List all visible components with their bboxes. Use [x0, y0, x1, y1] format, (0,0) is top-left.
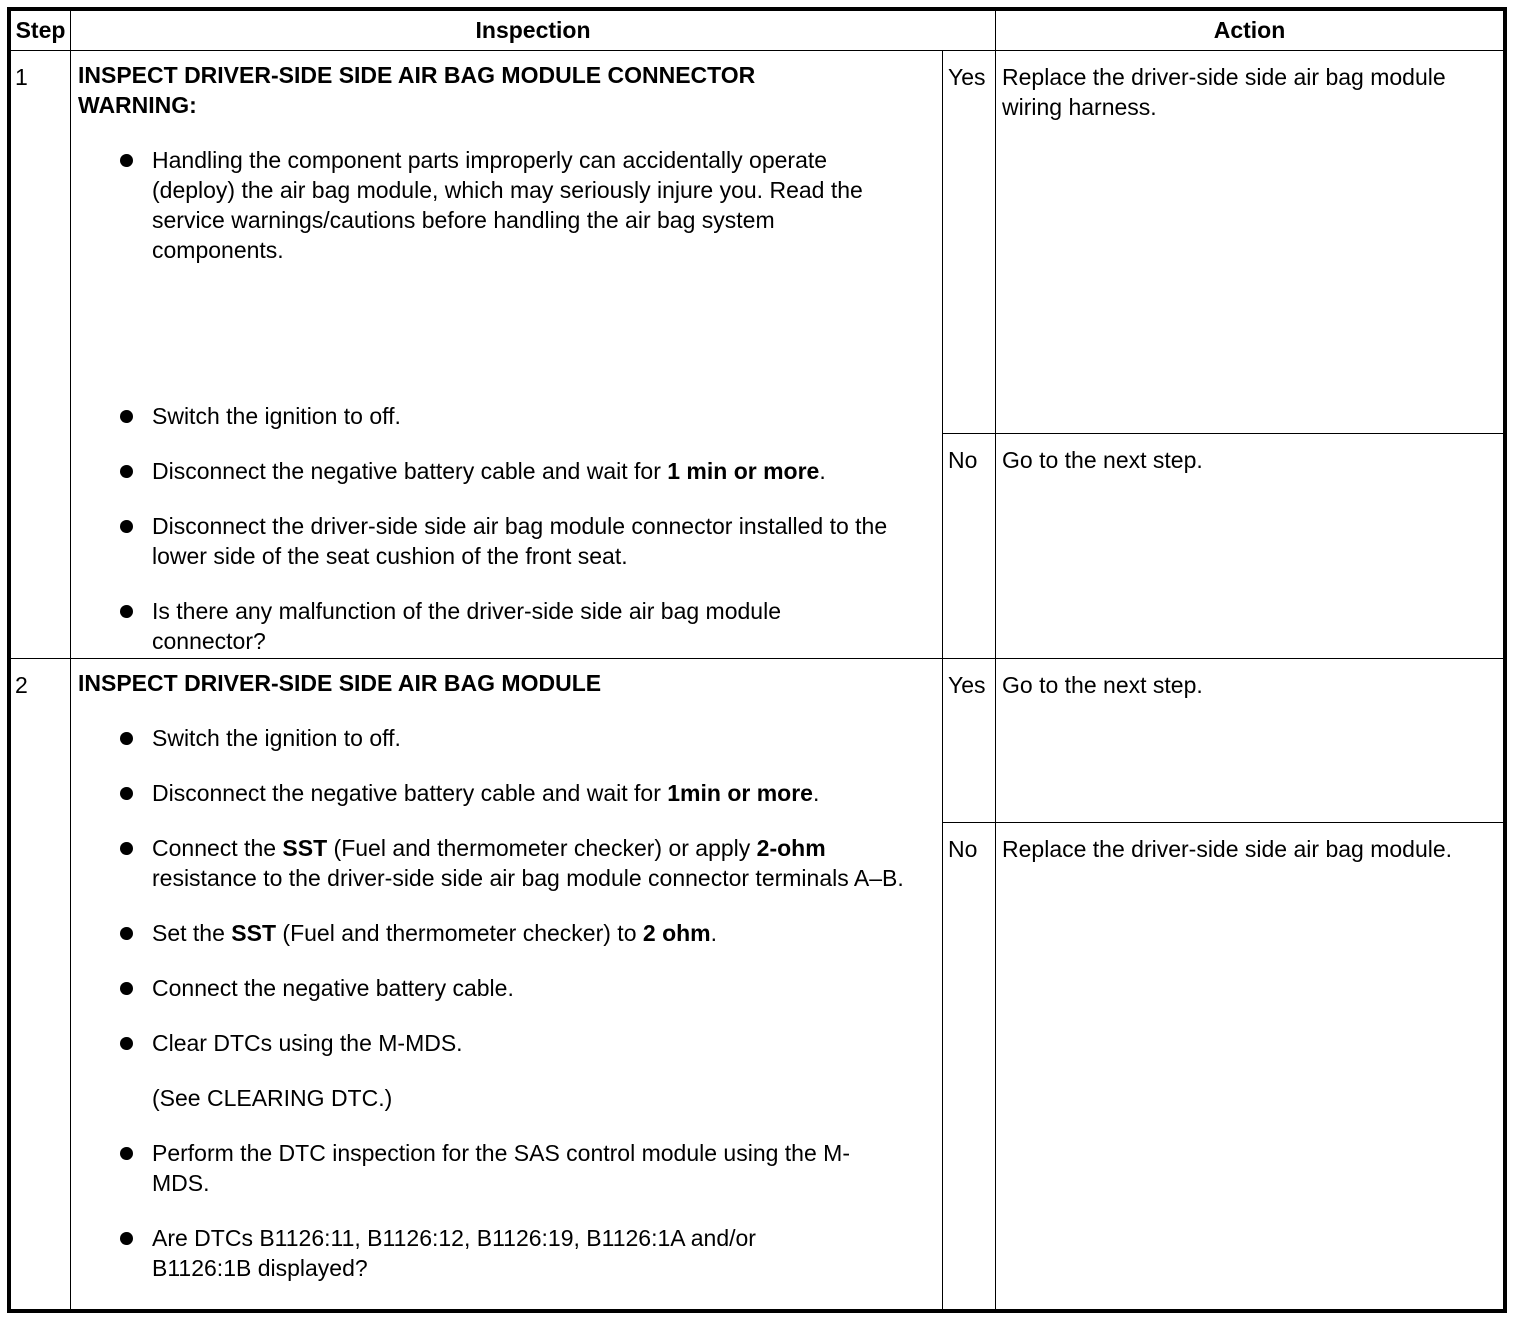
list-item: Are DTCs B1126:11, B1126:12, B1126:19, B1126:1A and/or B1126:1B displayed?	[78, 1223, 934, 1283]
list-item: Is there any malfunction of the driver-side side air bag module connector?	[78, 596, 934, 656]
yes-cell	[943, 51, 996, 434]
no-action-cell	[996, 823, 1504, 1310]
bullet-icon	[120, 1147, 133, 1160]
step-heading: INSPECT DRIVER-SIDE SIDE AIR BAG MODULE	[78, 670, 602, 696]
header-inspection: Inspection	[71, 11, 996, 51]
list-item: Disconnect the negative battery cable and wait for 1min or more.	[78, 778, 934, 808]
no-cell	[943, 434, 996, 659]
list-item: Connect the SST (Fuel and thermometer checker) or apply 2-ohm resistance to the driver-side side air bag module connector terminals A–B.	[78, 833, 934, 893]
warning-label: WARNING:	[78, 92, 197, 118]
list-item: Set the SST (Fuel and thermometer checker) to 2 ohm.	[78, 918, 934, 948]
list-item: Disconnect the driver-side side air bag module connector installed to the lower side of the seat cushion of the front seat.	[78, 511, 934, 571]
list-item: Disconnect the negative battery cable and wait for 1 min or more.	[78, 456, 934, 486]
bullet-icon	[120, 1232, 133, 1245]
inspection-cell	[71, 659, 943, 1310]
list-item: Clear DTCs using the M-MDS.	[78, 1028, 934, 1058]
diagnostic-table-page	[7, 7, 1507, 1313]
bullet-icon	[120, 982, 133, 995]
yes-action: Replace the driver-side side air bag module wiring harness.	[1002, 64, 1446, 120]
list-item: Switch the ignition to off.	[78, 723, 934, 753]
warning-bullet: Handling the component parts improperly can accidentally operate (deploy) the air bag module, which may seriously injure you. Read the service warnings/cautions before handling the air bag system components.	[78, 145, 934, 265]
header-row	[11, 11, 1504, 51]
no-label: No	[948, 447, 978, 473]
list-item: Connect the negative battery cable.	[78, 973, 934, 1003]
yes-action-cell	[996, 51, 1504, 434]
table-row	[11, 51, 1504, 434]
bullet-icon	[120, 842, 133, 855]
no-action: Go to the next step.	[1002, 447, 1203, 473]
bullet-icon	[120, 410, 133, 423]
bullet-icon	[120, 520, 133, 533]
yes-action: Go to the next step.	[1002, 672, 1203, 698]
yes-action-cell	[996, 659, 1504, 823]
diagnostic-table	[10, 10, 1504, 1310]
no-action-cell	[996, 434, 1504, 659]
no-cell	[943, 823, 996, 1310]
bullet-icon	[120, 927, 133, 940]
bullet-icon	[120, 732, 133, 745]
yes-label: Yes	[948, 64, 986, 90]
step-number: 2	[15, 672, 28, 698]
step-number-cell	[11, 51, 71, 659]
reference-note: (See CLEARING DTC.)	[152, 1085, 393, 1111]
table-row	[11, 659, 1504, 823]
bullet-icon	[120, 465, 133, 478]
yes-cell	[943, 659, 996, 823]
no-action: Replace the driver-side side air bag module.	[1002, 836, 1453, 862]
step-number: 1	[15, 64, 28, 90]
bullet-icon	[120, 1037, 133, 1050]
step-number-cell	[11, 659, 71, 1310]
header-step: Step	[11, 11, 71, 51]
yes-label: Yes	[948, 672, 986, 698]
list-item: Switch the ignition to off.	[78, 401, 934, 431]
bullet-icon	[120, 787, 133, 800]
bullet-icon	[120, 154, 133, 167]
step-heading: INSPECT DRIVER-SIDE SIDE AIR BAG MODULE CONNECTOR	[78, 62, 756, 88]
list-item: Perform the DTC inspection for the SAS control module using the M-MDS.	[78, 1138, 934, 1198]
header-action: Action	[996, 11, 1504, 51]
bullet-icon	[120, 605, 133, 618]
inspection-cell	[71, 51, 943, 659]
no-label: No	[948, 836, 978, 862]
